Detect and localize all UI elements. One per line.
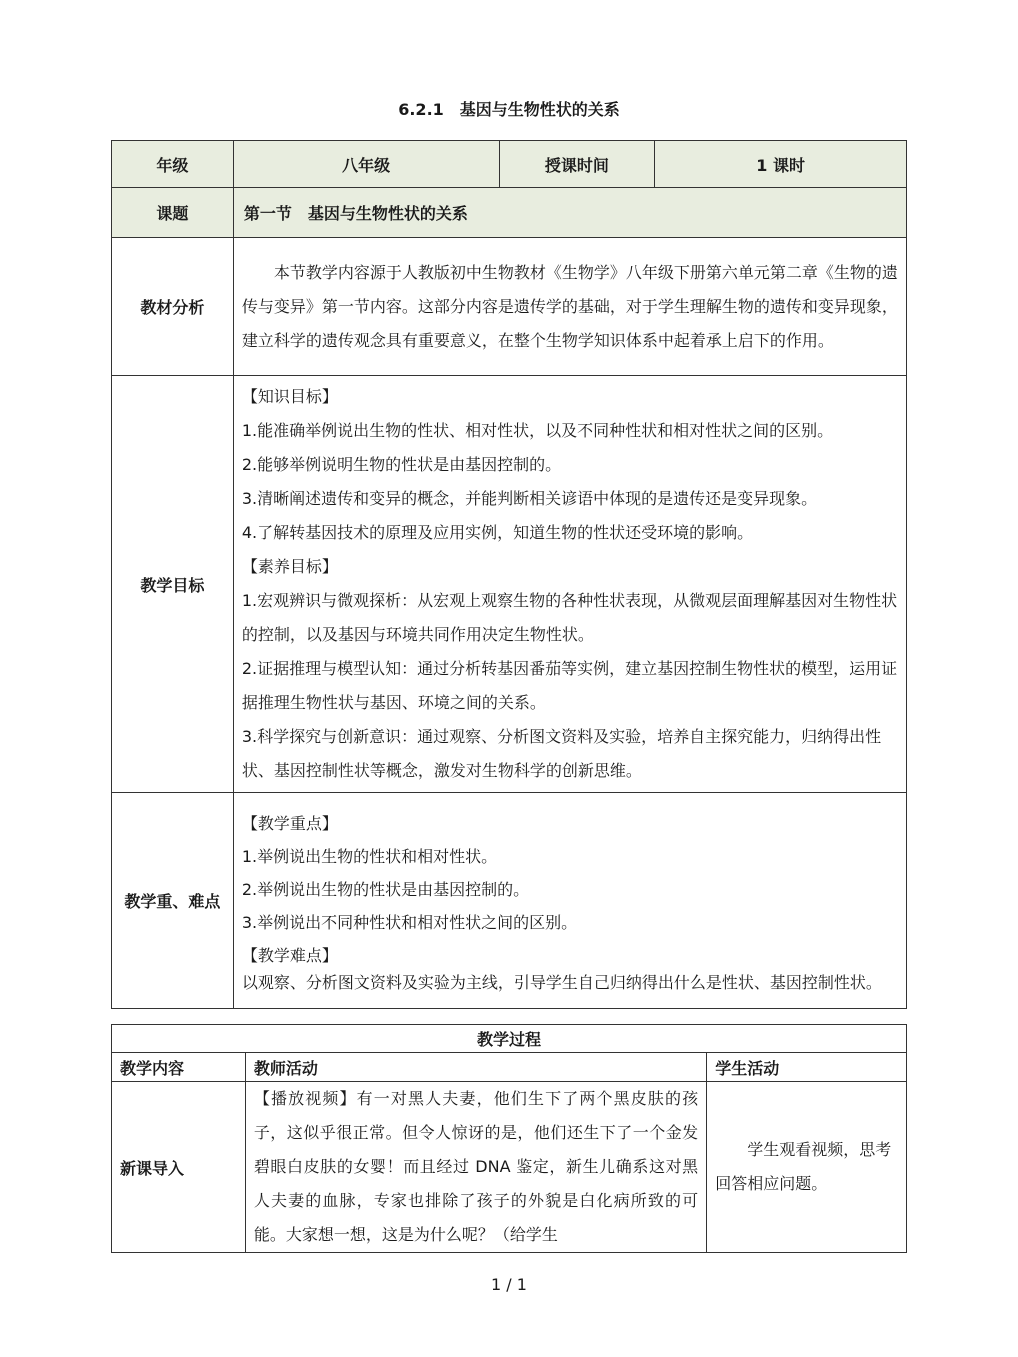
row-student-activity	[707, 1082, 907, 1253]
topic-row	[112, 188, 907, 238]
grade-row	[112, 141, 907, 188]
goals-line: 4.了解转基因技术的原理及应用实例，知道生物的性状还受环境的影响。	[241, 523, 754, 542]
goals-label: 教学目标	[112, 376, 234, 793]
keypoints-line: 【教学难点】	[241, 946, 338, 965]
goals-line: 【素养目标】	[241, 557, 338, 576]
process-title-row	[112, 1025, 907, 1053]
topic-value: 第一节 基因与生物性状的关系	[233, 188, 906, 238]
goals-line: 2.证据推理与模型认知：通过分析转基因番茄等实例，建立基因控制生物性状的模型，运用证据推理生物性状与基因、环境之间的关系。	[241, 659, 898, 712]
process-header-row	[112, 1053, 907, 1082]
row-content: 新课导入	[112, 1082, 246, 1253]
grade-label: 年级	[112, 141, 234, 188]
analysis-label: 教材分析	[112, 238, 234, 376]
keypoints-line: 以观察、分析图文资料及实验为主线，引导学生自己归纳得出什么是性状、基因控制性状。	[241, 973, 882, 992]
keypoints-cell	[233, 793, 906, 1009]
page-title: 6.2.1 基因与生物性状的关系	[398, 100, 620, 119]
keypoints-label: 教学重、难点	[112, 793, 234, 1009]
analysis-cell	[233, 238, 906, 376]
row-teacher-activity	[245, 1082, 706, 1253]
keypoints-line: 3.举例说出不同种性状和相对性状之间的区别。	[241, 913, 578, 932]
grade-value: 八年级	[233, 141, 499, 188]
teaching-process-table	[111, 1024, 907, 1253]
keypoints-line: 1.举例说出生物的性状和相对性状。	[241, 847, 498, 866]
analysis-text: 本节教学内容源于人教版初中生物教材《生物学》八年级下册第六单元第二章《生物的遗传与变异》第一节内容。这部分内容是遗传学的基础，对于学生理解生物的遗传和变异现象，建立科学的遗传观念具有重要意义，在整个生物学知识体系中起着承上启下的作用。	[241, 262, 898, 350]
time-value: 1 课时	[655, 141, 907, 188]
topic-label: 课题	[112, 188, 234, 238]
page-number: 1 / 1	[491, 1275, 527, 1294]
time-label: 授课时间	[499, 141, 655, 188]
keypoints-line: 【教学重点】	[241, 814, 338, 833]
goals-line: 【知识目标】	[241, 387, 338, 406]
col-content-header: 教学内容	[112, 1053, 246, 1082]
keypoints-row	[112, 793, 907, 1009]
goals-line: 1.能准确举例说出生物的性状、相对性状，以及不同种性状和相对性状之间的区别。	[241, 421, 834, 440]
process-title: 教学过程	[112, 1025, 907, 1053]
goals-line: 3.清晰阐述遗传和变异的概念，并能判断相关谚语中体现的是遗传还是变异现象。	[241, 489, 818, 508]
col-student-header: 学生活动	[707, 1053, 907, 1082]
analysis-row	[112, 238, 907, 376]
lesson-info-table	[111, 140, 907, 1009]
goals-cell	[233, 376, 906, 793]
keypoints-line: 2.举例说出生物的性状是由基因控制的。	[241, 880, 530, 899]
goals-row	[112, 376, 907, 793]
table-row	[112, 1082, 907, 1253]
goals-line: 2.能够举例说明生物的性状是由基因控制的。	[241, 455, 562, 474]
student-activity-text: 学生观看视频，思考回答相应问题。	[715, 1140, 892, 1193]
teacher-activity-text: 【播放视频】有一对黑人夫妻，他们生下了两个黑皮肤的孩子，这似乎很正常。但令人惊讶的是，他们还生下了一个金发碧眼白皮肤的女婴！而且经过 DNA 鉴定，新生儿确系这对黑人夫妻的血脉，专家也排除了孩子的外貌是白化病所致的可能。大家想一想，这是为什么呢？（给学生	[253, 1089, 699, 1244]
col-teacher-header: 教师活动	[245, 1053, 706, 1082]
goals-line: 3.科学探究与创新意识：通过观察、分析图文资料及实验，培养自主探究能力，归纳得出性状、基因控制性状等概念，激发对生物科学的创新思维。	[241, 727, 882, 780]
goals-line: 1.宏观辨识与微观探析：从宏观上观察生物的各种性状表现，从微观层面理解基因对生物性状的控制，以及基因与环境共同作用决定生物性状。	[241, 591, 898, 644]
